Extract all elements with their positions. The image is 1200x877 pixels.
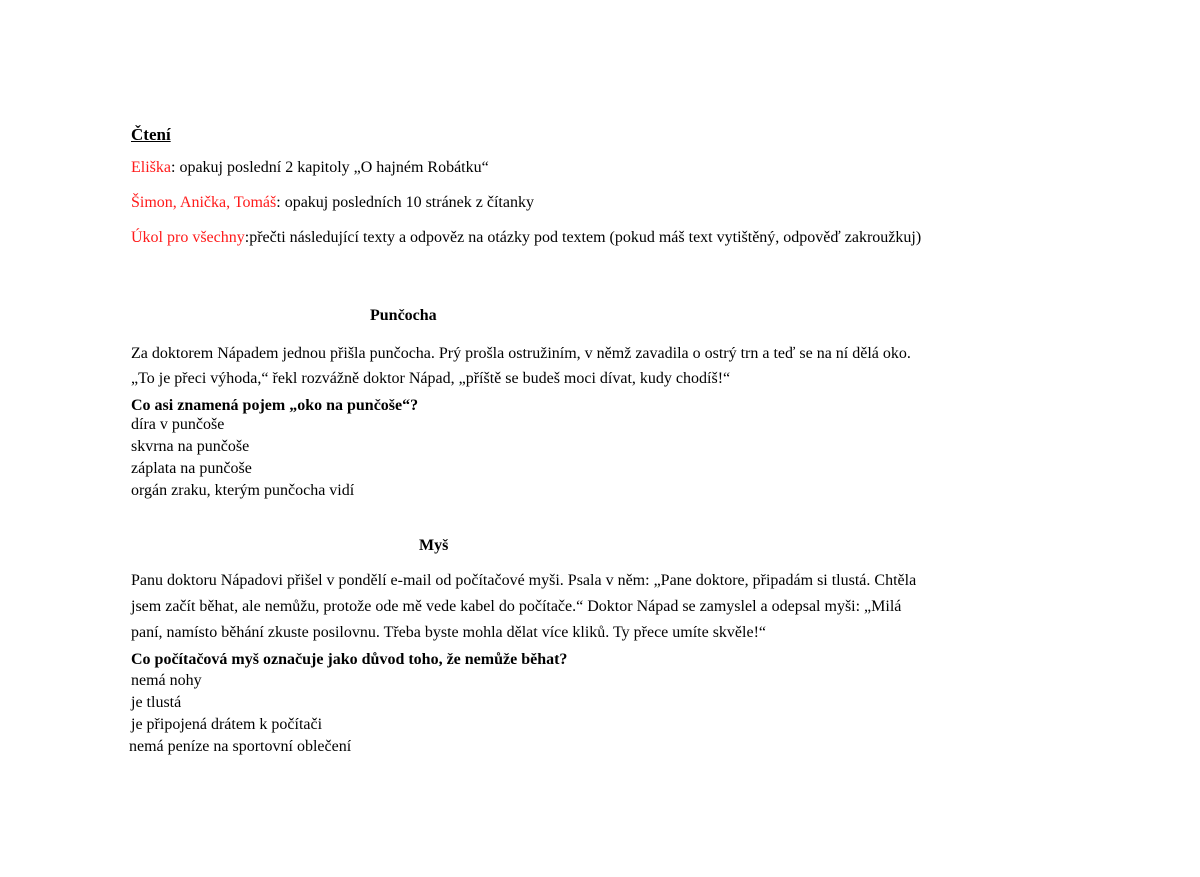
answer-option: skvrna na punčoše	[131, 438, 250, 455]
answer-option: je tlustá	[131, 694, 182, 711]
assignment-name: Eliška	[131, 159, 171, 176]
story-question: Co počítačová myš označuje jako důvod toho, že nemůže běhat?	[131, 651, 568, 668]
answer-option: nemá nohy	[131, 672, 202, 689]
story-paragraph-line: jsem začít běhat, ale nemůžu, protože ode mě vede kabel do počítače.“ Doktor Nápad se zamyslel a odepsal myši: „Milá	[131, 598, 902, 615]
assignment-name: Úkol pro všechny	[131, 229, 245, 246]
answer-option: nemá peníze na sportovní oblečení	[129, 738, 352, 755]
assignment-all	[131, 228, 921, 248]
story-paragraph-line: „To je přeci výhoda,“ řekl rozvážně doktor Nápad, „příště se budeš moci dívat, kudy chodíš!“	[131, 370, 731, 387]
story-paragraph-line: Za doktorem Nápadem jednou přišla punčocha. Prý prošla ostružiním, v němž zavadila o ostrý trn a teď se na ní dělá oko.	[131, 345, 911, 362]
answer-option: je připojená drátem k počítači	[131, 716, 323, 733]
assignment-name: Šimon, Anička, Tomáš	[131, 194, 277, 211]
story-paragraph-line: paní, namísto běhání zkuste posilovnu. Třeba byste mohla dělat více kliků. Ty přece umíte skvěle!“	[131, 624, 767, 641]
story-title: Punčocha	[370, 307, 437, 324]
story-question: Co asi znamená pojem „oko na punčoše“?	[131, 397, 419, 414]
answer-option: díra v punčoše	[131, 416, 225, 433]
answer-option: záplata na punčoše	[131, 460, 252, 477]
answer-option: orgán zraku, kterým punčocha vidí	[131, 482, 355, 499]
section-heading: Čtení	[131, 125, 171, 144]
story-paragraph-line: Panu doktoru Nápadovi přišel v pondělí e-mail od počítačové myši. Psala v něm: „Pane doktore, připadám si tlustá. Chtěla	[131, 572, 917, 589]
story-title: Myš	[419, 537, 449, 554]
assignment-group	[131, 193, 534, 213]
assignment-text: :přečti následující texty a odpověz na otázky pod textem (pokud máš text vytištěný, odpověď zakroužkuj)	[244, 229, 922, 246]
assignment-text: : opakuj poslední 2 kapitoly „O hajném Robátku“	[171, 159, 489, 176]
assignment-text: : opakuj posledních 10 stránek z čítanky	[276, 194, 534, 211]
assignment-eliska	[131, 158, 489, 178]
